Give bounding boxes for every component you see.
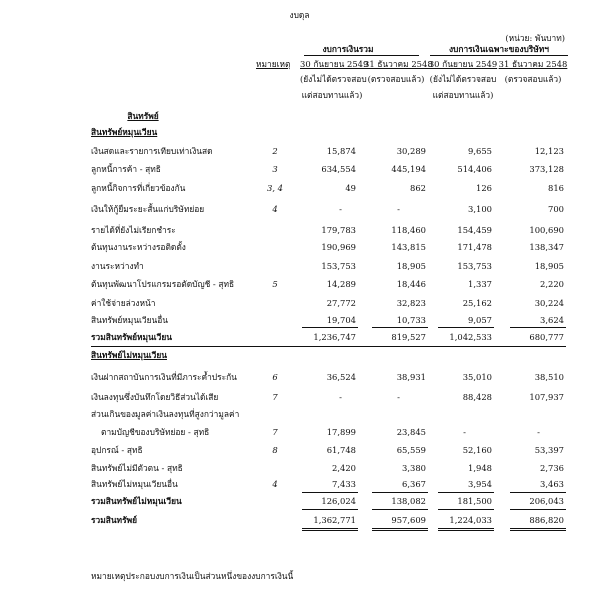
row-label: เงินสดและรายการเทียบเท่าเงินสด [91,146,213,156]
cell-value: 6,367 [402,479,426,489]
cell-value: 9,655 [468,146,492,156]
row-note: 5 [272,279,278,289]
row-label: เงินให้กู้ยืมระยะสั้นแก่บริษัทย่อย [91,204,205,214]
row-label: ค่าใช้จ่ายล่วงหน้า [91,298,156,308]
cell-value: 3,954 [468,479,492,489]
cell-value: 88,428 [462,392,492,402]
cell-value: 957,609 [391,515,426,525]
cell-value: - [339,392,342,402]
cell-value: 25,162 [462,298,492,308]
cell-value: - [397,392,400,402]
cell-value: 886,820 [529,515,564,525]
cell-value: 7,433 [332,479,356,489]
cell-value: 154,459 [457,225,492,235]
cell-value: 19,704 [326,315,356,325]
cell-value: 138,347 [529,242,564,252]
cell-value: 30,224 [534,298,564,308]
row-note: 3 [272,164,278,174]
cell-value: 18,905 [534,261,564,271]
cell-value: 18,905 [396,261,426,271]
cell-value: 179,783 [321,225,356,235]
row-label: ต้นทุนพัฒนาโปรแกรมรอตัดบัญชี - สุทธิ [91,279,235,289]
noncurrent-assets-title: สินทรัพย์ไม่หมุนเวียน [91,350,167,360]
cell-value: 23,845 [396,427,426,437]
cell-value: 118,460 [391,225,426,235]
cell-value: 514,406 [457,164,492,174]
cell-value: - [339,204,342,214]
group-header-consolidated: งบการเงินรวม [322,44,374,54]
row-note: 2 [272,146,278,156]
cell-value: 36,524 [326,372,356,382]
row-label: สินทรัพย์ไม่หมุนเวียนอื่น [91,479,178,489]
cell-value: - [463,427,466,437]
row-label: รวมสินทรัพย์หมุนเวียน [91,332,172,342]
cell-value: 3,624 [540,315,564,325]
col-header-2: 31 ธันวาคม 2548 (ตรวจสอบแล้ว) [364,59,433,85]
cell-value: 14,289 [326,279,356,289]
cell-value: 143,815 [391,242,426,252]
cell-value: 373,128 [529,164,564,174]
row-label: ตามบัญชีของบริษัทย่อย - สุทธิ [101,427,210,437]
section-title-assets: สินทรัพย์ [127,111,159,121]
cell-value: 862 [410,183,426,193]
col-header-1: 30 กันยายน 2549 (ยังไม่ได้ตรวจสอบ แต่สอบทานแล้ว) [300,59,369,100]
row-note: 7 [272,427,278,437]
cell-value: 206,043 [529,496,564,506]
cell-value: - [537,427,540,437]
cell-value: 138,082 [391,496,426,506]
row-label-continued: ส่วนเกินของมูลค่าเงินลงทุนที่สูงกว่ามูลค่า [91,409,240,419]
col-header-3: 30 กันยายน 2549 (ยังไม่ได้ตรวจสอบ แต่สอบทานแล้ว) [428,59,498,100]
cell-value: 27,772 [326,298,356,308]
cell-value: 38,510 [534,372,564,382]
cell-value: 2,736 [540,463,564,473]
row-label: สินทรัพย์ไม่มีตัวตน - สุทธิ [91,463,183,473]
cell-value: 700 [548,204,564,214]
cell-value: 30,289 [396,146,426,156]
cell-value: 107,937 [529,392,564,402]
note-column-header: หมายเหตุ [256,59,291,69]
row-label: ลูกหนี้การค้า - สุทธิ [91,164,161,174]
cell-value: 18,446 [396,279,426,289]
row-note: 8 [272,445,278,455]
cell-value: 1,224,033 [449,515,492,525]
cell-value: 49 [345,183,356,193]
cell-value: 15,874 [326,146,356,156]
cell-value: 819,527 [391,332,426,342]
footer-note: หมายเหตุประกอบงบการเงินเป็นส่วนหนึ่งของงบการเงินนี้ [91,571,294,581]
cell-value: 181,500 [457,496,492,506]
row-label: รายได้ที่ยังไม่เรียกชำระ [91,225,176,235]
row-label: ลูกหนี้กิจการที่เกี่ยวข้องกัน [91,183,186,193]
cell-value: 61,748 [326,445,356,455]
unit-note: (หน่วย: พันบาท) [505,33,565,43]
cell-value: 1,948 [468,463,492,473]
cell-value: 171,478 [457,242,492,252]
cell-value: 3,463 [540,479,564,489]
cell-value: 52,160 [462,445,492,455]
cell-value: 32,823 [396,298,426,308]
col-header-4: 31 ธันวาคม 2548 (ตรวจสอบแล้ว) [498,59,568,85]
row-label: รวมสินทรัพย์ไม่หมุนเวียน [91,496,182,506]
cell-value: 38,931 [396,372,426,382]
cell-value: 153,753 [321,261,356,271]
row-label: เงินลงทุนซึ่งบันทึกโดยวิธีส่วนได้เสีย [91,392,219,402]
cell-value: 3,380 [402,463,426,473]
row-label: สินทรัพย์หมุนเวียนอื่น [91,315,169,325]
row-note: 4 [272,204,278,214]
cell-value: 634,554 [321,164,356,174]
row-note: 6 [272,372,278,382]
cell-value: 1,362,771 [313,515,356,525]
cell-value: 2,420 [332,463,356,473]
cell-value: 3,100 [468,204,492,214]
row-label: ต้นทุนงานระหว่างรอติดตั้ง [91,242,186,252]
cell-value: 126,024 [321,496,356,506]
cell-value: - [397,204,400,214]
cell-value: 2,220 [540,279,564,289]
cell-value: 35,010 [462,372,492,382]
cell-value: 190,969 [321,242,356,252]
cell-value: 53,397 [534,445,564,455]
row-note: 7 [272,392,278,402]
row-label: อุปกรณ์ - สุทธิ [91,445,143,455]
cell-value: 12,123 [534,146,564,156]
cell-value: 126 [476,183,492,193]
cell-value: 1,236,747 [313,332,356,342]
row-label: เงินฝากสถาบันการเงินที่มีภาระค้ำประกัน [91,372,237,382]
page-title: งบดุล [289,10,310,20]
row-note: 4 [272,479,278,489]
cell-value: 680,777 [529,332,564,342]
group-header-separate: งบการเงินเฉพาะของบริษัทฯ [448,44,550,54]
cell-value: 445,194 [391,164,426,174]
row-label: งานระหว่างทำ [91,261,144,271]
cell-value: 17,899 [326,427,356,437]
row-note: 3, 4 [267,183,283,193]
cell-value: 65,559 [396,445,426,455]
cell-value: 9,057 [468,315,492,325]
cell-value: 100,690 [529,225,564,235]
row-label: รวมสินทรัพย์ [91,515,138,525]
cell-value: 1,042,533 [449,332,492,342]
cell-value: 153,753 [457,261,492,271]
cell-value: 816 [548,183,564,193]
cell-value: 1,337 [468,279,492,289]
current-assets-title: สินทรัพย์หมุนเวียน [91,127,158,137]
cell-value: 10,733 [396,315,426,325]
